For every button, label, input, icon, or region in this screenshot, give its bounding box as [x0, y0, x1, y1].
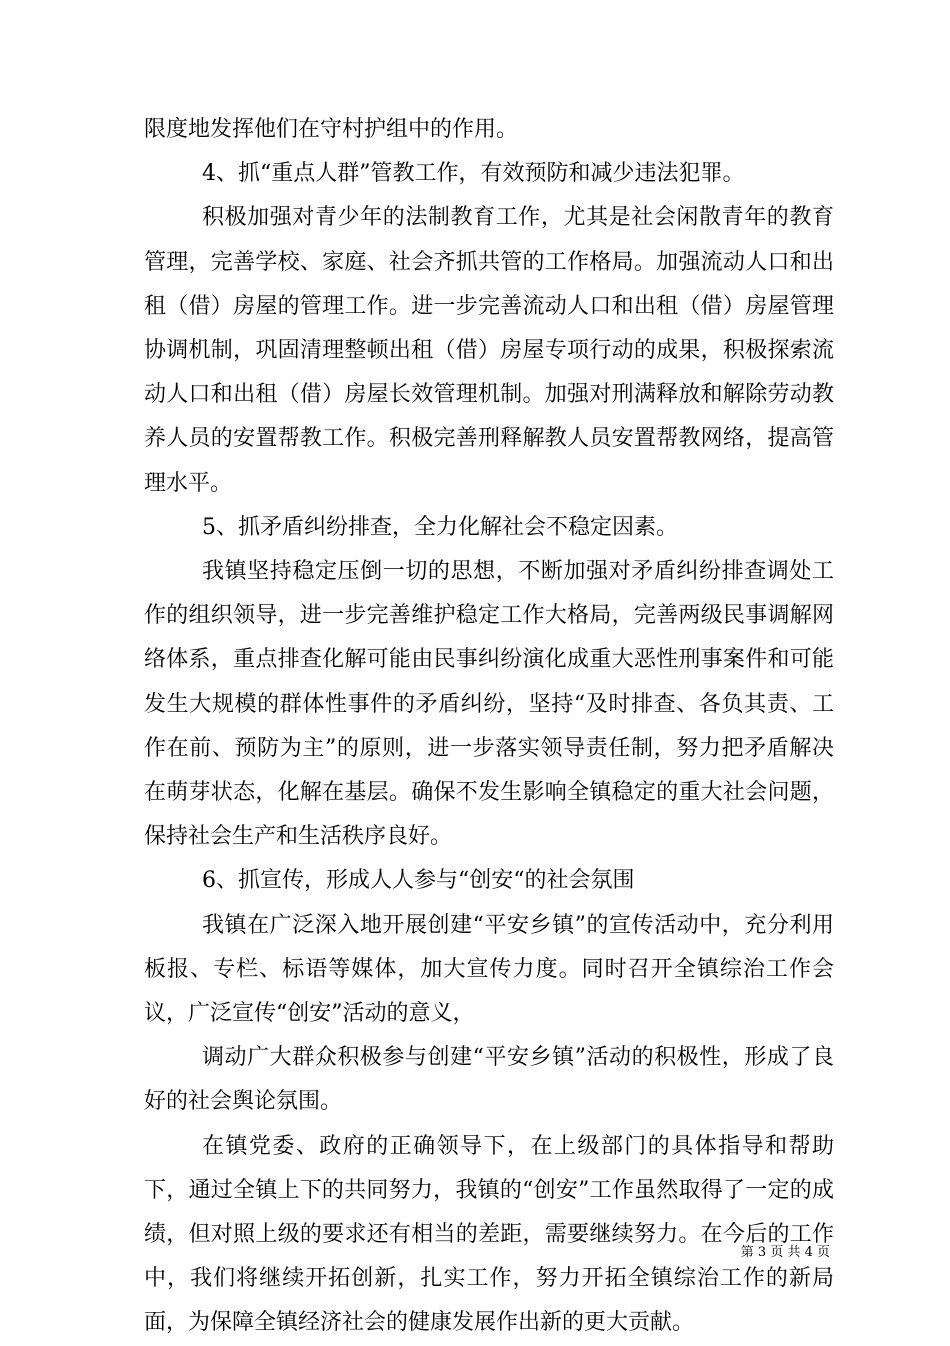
paragraph-dispute-resolution: 我镇坚持稳定压倒一切的思想，不断加强对矛盾纠纷排查调处工作的组织领导，进一步完善维护稳定工作大格局，完善两级民事调解网络体系，重点排查化解可能由民事纠纷演化成重大恶性刑事案件和可能发生大规模的群体性事件的矛盾纠纷，坚持“及时排查、各负其责、工作在前、预防为主”的原则，进一步落实领导责任制，努力把矛盾解决在萌芽状态，化解在基层。确保不发生影响全镇稳定的重大社会问题，保持社会生产和生活秩序良好。	[144, 559, 834, 850]
paragraph-publicity: 我镇在广泛深入地开展创建“平安乡镇”的宣传活动中，充分利用板报、专栏、标语等媒体，加大宣传力度。同时召开全镇综治工作会议，广泛宣传“创安”活动的意义，	[144, 912, 834, 1027]
paragraph-mobilization: 调动广大群众积极参与创建“平安乡镇”活动的积极性，形成了良好的社会舆论氛围。	[144, 1045, 834, 1115]
section-heading-4: 4、抓“重点人群”管教工作，有效预防和减少违法犯罪。	[202, 161, 745, 187]
section-heading-6: 6、抓宣传，形成人人参与“创安“的社会氛围	[202, 868, 635, 894]
section-heading-5: 5、抓矛盾纠纷排查，全力化解社会不稳定因素。	[202, 514, 678, 540]
document-body	[144, 108, 834, 1346]
page-number-footer: 第 3 页 共 4 页	[740, 1245, 830, 1260]
paragraph-1: 限度地发挥他们在守村护组中的作用。	[144, 117, 519, 142]
paragraph-conclusion: 在镇党委、政府的正确领导下，在上级部门的具体指导和帮助下，通过全镇上下的共同努力，我镇的“创安”工作虽然取得了一定的成绩，但对照上级的要求还有相当的差距，需要继续努力。在今后的工作中，我们将继续开拓创新，扎实工作，努力开拓全镇综治工作的新局面，为保障全镇经济社会的健康发展作出新的更大贡献。	[144, 1133, 834, 1336]
paragraph-youth-education: 积极加强对青少年的法制教育工作，尤其是社会闲散青年的教育管理，完善学校、家庭、社会齐抓共管的工作格局。加强流动人口和出租（借）房屋的管理工作。进一步完善流动人口和出租（借）房屋管理协调机制，巩固清理整顿出租（借）房屋专项行动的成果，积极探索流动人口和出租（借）房屋长效管理机制。加强对刑满释放和解除劳动教养人员的安置帮教工作。积极完善刑释解教人员安置帮教网络，提高管理水平。	[144, 205, 834, 496]
